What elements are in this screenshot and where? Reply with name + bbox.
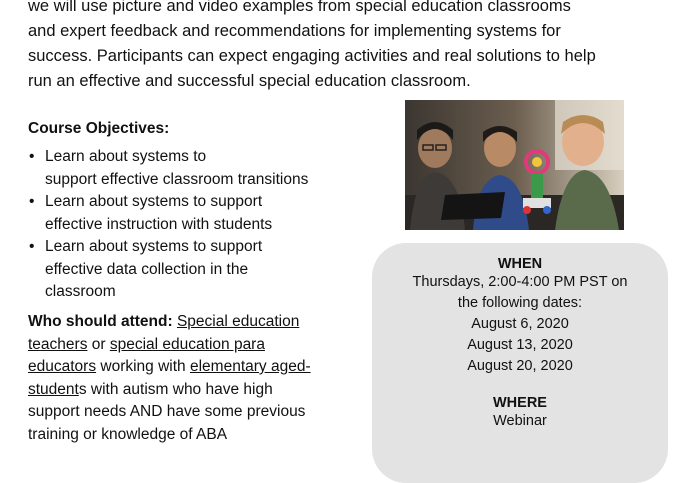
objective-line: effective data collection in the (45, 260, 249, 278)
objective-line: classroom (45, 283, 116, 300)
location-text: Webinar (493, 413, 547, 429)
intro-line: and expert feedback and recommendations for implementing systems for (28, 22, 561, 40)
audience-link: Special education (176, 313, 300, 330)
objective-line: Learn about systems to (45, 148, 207, 165)
objective-line: effective instruction with students (45, 215, 273, 233)
list-item (28, 236, 368, 304)
intro-line: success. Participants can expect engaging activities and real solutions to help (28, 47, 596, 65)
course-objectives-heading: Course Objectives: (28, 120, 170, 137)
objective-line: Learn about systems to support (45, 193, 263, 210)
list-item (28, 191, 368, 236)
audience-link: special education para (109, 335, 265, 353)
bullet-icon: • (29, 148, 35, 165)
attend-label: Who should attend: (28, 313, 173, 330)
objective-line: Learn about systems to support (45, 238, 263, 255)
intro-line: we will use picture and video examples from special education classrooms (28, 0, 571, 15)
objective-line: support effective classroom transitions (45, 170, 309, 188)
audience-link: teachers (28, 335, 88, 353)
date-item: August 20, 2020 (467, 358, 573, 374)
attend-text: working with (96, 358, 190, 375)
audience-link: educators (28, 358, 97, 375)
who-should-attend (28, 311, 368, 446)
objectives-list (28, 146, 368, 304)
when-where-panel (372, 243, 668, 483)
where-heading: WHERE (493, 395, 547, 411)
students-photo-illustration (405, 100, 624, 230)
schedule-text: the following dates: (457, 295, 583, 311)
intro-line: run an effective and successful special education classroom. (28, 72, 471, 90)
when-heading: WHEN (497, 256, 543, 272)
attend-text: s with autism who have high (78, 380, 273, 398)
bullet-icon: • (29, 193, 35, 210)
attend-text: or (87, 335, 110, 353)
audience-link: student (28, 380, 79, 398)
students-photo (405, 100, 624, 230)
list-item (28, 146, 368, 191)
date-item: August 6, 2020 (471, 316, 569, 332)
attend-text: support needs AND have some previous (28, 403, 306, 420)
audience-link: elementary aged- (189, 358, 311, 375)
intro-paragraph (28, 0, 668, 94)
bullet-icon: • (29, 238, 35, 255)
date-item: August 13, 2020 (467, 337, 573, 353)
schedule-text: Thursdays, 2:00-4:00 PM PST on (412, 274, 628, 290)
attend-text: training or knowledge of ABA (28, 425, 228, 443)
